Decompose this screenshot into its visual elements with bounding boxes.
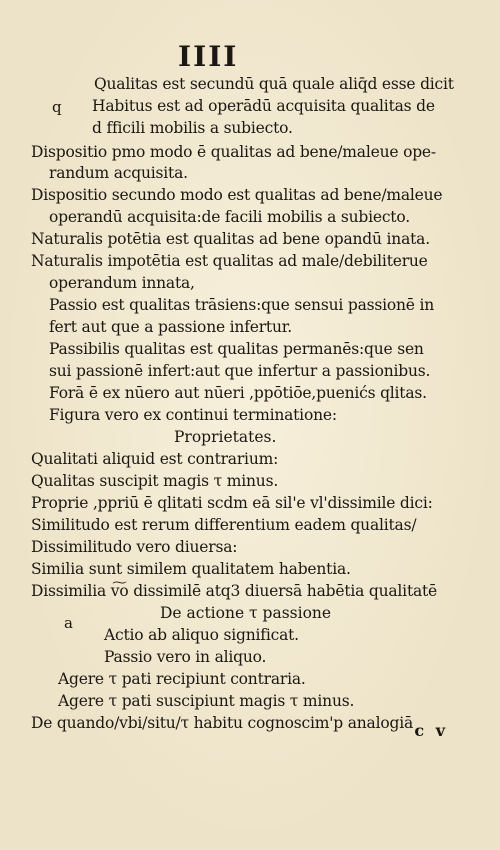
signature-mark: c v [414,721,448,740]
text-line: Dispositio secundo modo est qualitas ad bene/maleue [31,186,443,204]
text-line: operandū acquisita:de facili mobilis a subiecto. [49,208,410,226]
section-heading: De actione τ passione [160,604,332,622]
text-line: Agere τ pati recipiunt contraria. [58,670,306,688]
text-line: Actio ab aliquo significat. [104,626,299,644]
text-line: Naturalis impotētia est qualitas ad male/debiliterue [31,252,428,270]
text-line: Qualitas suscipit magis τ minus. [31,472,279,490]
text-line: Dissimilitudo vero diuersa: [31,538,238,556]
text-line: Forā ē ex nūero aut nūeri ,ppōtiōe,puenićs qlitas. [49,384,427,402]
text-line: Dissimilia v͠o dissimilē atq3 diuersā habētia qualitatē [31,582,438,600]
text-line: Figura vero ex continui terminatione: [49,406,337,424]
text-line: De quando/vbi/situ/τ habitu cognoscim'p analogiā [31,714,414,732]
text-line: sui passionē infert:aut que infertur a passionibus. [49,362,431,380]
margin-note-q: q [52,98,62,116]
text-line: Passibilis qualitas est qualitas permanēs:que sen [49,340,424,358]
text-line: Proprie ,ppriū ē qlitati scdm eā sil'e vl'dissimile dici: [31,494,433,512]
text-line: Agere τ pati suscipiunt magis τ minus. [58,692,355,710]
text-line: Similia sunt similem qualitatem habentia. [31,560,351,578]
text-line: Habitus est ad operādū acquisita qualitas de [92,97,435,115]
text-line: d fficili mobilis a subiecto. [92,119,293,137]
subheading: Proprietates. [174,428,277,446]
folio-number: IIII [178,40,239,73]
text-line: randum acquisita. [49,164,188,182]
text-line: operandum innata, [49,274,195,292]
text-line: fert aut que a passione infertur. [49,318,292,336]
text-line: Naturalis potētia est qualitas ad bene opandū inata. [31,230,430,248]
margin-note-a: a [64,614,73,632]
text-line: Similitudo est rerum differentium eadem qualitas/ [31,516,417,534]
text-line: Passio vero in aliquo. [104,648,267,666]
text-line: Passio est qualitas trāsiens:que sensui passionē in [49,296,435,314]
text-line: Dispositio pmo modo ē qualitas ad bene/maleue ope- [31,143,436,161]
text-line: Qualitati aliquid est contrarium: [31,450,279,468]
text-line: Qualitas est secundū quā quale aliq̄d esse dicit [94,75,454,93]
